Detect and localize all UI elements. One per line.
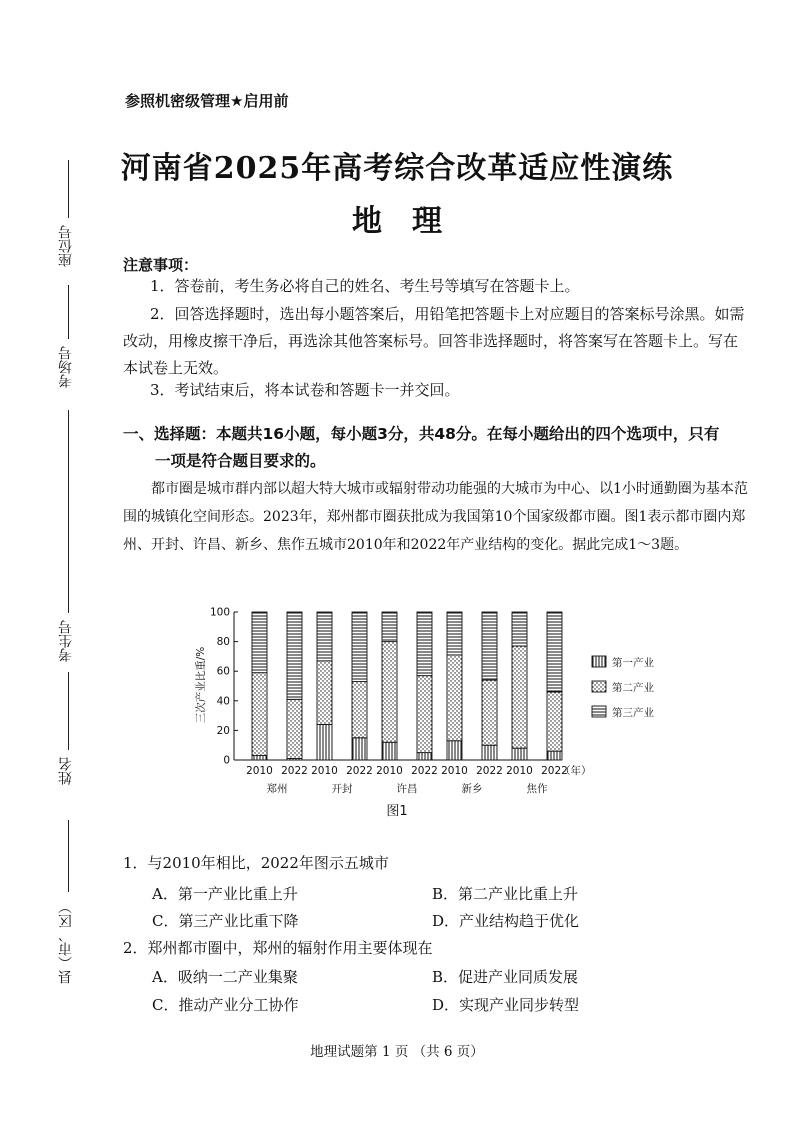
bar-segment bbox=[252, 673, 267, 756]
question-1-option-c: C．第三产业比重下降 bbox=[152, 912, 299, 930]
legend-swatch bbox=[592, 656, 606, 667]
bar-segment bbox=[382, 642, 397, 743]
legend-label: 第一产业 bbox=[612, 657, 654, 669]
bar-segment bbox=[317, 724, 332, 760]
candidate-number-label: 考生号 bbox=[58, 620, 74, 662]
y-tick-label: 100 bbox=[209, 606, 230, 619]
intro-paragraph: 都市圈是城市群内部以超大特大城市或辐射带动功能强的大城市为中心、以1小时通勤圈为基本范围的城镇化空间形态。2023年，郑州都市圈获批成为我国第10个国家级都市圈。图1表示都市圈内郑州、开封、许昌、新乡、焦作五城市2010年和2022年产业结构的变化。据此完成1～3题。 bbox=[123, 481, 748, 553]
bar-segment bbox=[252, 612, 267, 673]
bar-segment bbox=[382, 742, 397, 760]
bar-segment bbox=[547, 612, 562, 692]
bar-segment bbox=[512, 748, 527, 760]
exam-title: 河南省2025年高考综合改革适应性演练 bbox=[120, 151, 674, 186]
bar-segment bbox=[482, 745, 497, 760]
x-year-label: 2010 bbox=[506, 765, 533, 777]
legend-swatch bbox=[592, 681, 606, 692]
legend-label: 第二产业 bbox=[612, 682, 654, 694]
bar-segment bbox=[252, 756, 267, 760]
bar-segment bbox=[287, 612, 302, 699]
y-tick-label: 80 bbox=[216, 636, 230, 649]
y-tick-label: 60 bbox=[216, 665, 230, 678]
y-axis-label: 三次产业比重/% bbox=[195, 646, 207, 724]
legend-label: 第三产业 bbox=[612, 707, 654, 719]
bar-segment bbox=[447, 612, 462, 655]
district-line bbox=[68, 820, 69, 892]
section-heading bbox=[123, 421, 748, 475]
bar-segment bbox=[482, 612, 497, 680]
bar-segment bbox=[547, 692, 562, 751]
x-year-label: 2010 bbox=[441, 765, 468, 777]
notice-item-1: 1．答卷前，考生务必将自己的姓名、考生号等填写在答题卡上。 bbox=[150, 277, 580, 295]
x-year-label: 2022 bbox=[281, 765, 308, 777]
bar-segment bbox=[287, 699, 302, 758]
y-tick-label: 40 bbox=[216, 695, 230, 708]
bar-segment bbox=[352, 612, 367, 682]
bar-segment bbox=[382, 612, 397, 642]
legend-swatch bbox=[592, 706, 606, 717]
section-heading-line1: 一、选择题：本题共16小题，每小题3分，共48分。在每小题给出的四个选项中，只有 bbox=[123, 425, 720, 443]
x-year-label: 2022 bbox=[346, 765, 373, 777]
industry-structure-chart bbox=[190, 600, 670, 830]
bar-segment bbox=[547, 751, 562, 760]
x-city-label: 焦作 bbox=[526, 783, 548, 795]
x-city-label: 许昌 bbox=[396, 783, 418, 795]
name-label: 姓名 bbox=[58, 757, 74, 785]
bar-segment bbox=[447, 655, 462, 741]
question-1-stem: 1．与2010年相比，2022年图示五城市 bbox=[123, 854, 389, 872]
question-1-option-a: A．第一产业比重上升 bbox=[152, 885, 298, 903]
question-2-option-d: D．实现产业同步转型 bbox=[432, 996, 580, 1014]
bar-segment bbox=[417, 676, 432, 753]
x-city-label: 郑州 bbox=[266, 783, 288, 795]
name-line bbox=[68, 672, 69, 750]
page-footer: 地理试题第 1 页 （共 6 页） bbox=[310, 1044, 484, 1060]
y-tick-label: 20 bbox=[216, 724, 230, 737]
x-year-label: 2022 bbox=[476, 765, 503, 777]
section-heading-line2: 一项是符合题目要求的。 bbox=[155, 452, 326, 470]
subject-title: 地理 bbox=[352, 204, 472, 239]
question-2-stem: 2．郑州都市圈中，郑州的辐射作用主要体现在 bbox=[123, 939, 433, 957]
room-number-label: 考场号 bbox=[58, 346, 74, 388]
bar-segment bbox=[482, 680, 497, 745]
room-number-line bbox=[68, 285, 69, 339]
question-2-option-a: A．吸纳一二产业集聚 bbox=[152, 968, 298, 986]
bar-segment bbox=[417, 612, 432, 676]
notice-heading: 注意事项： bbox=[123, 256, 199, 274]
figure-caption: 图1 bbox=[386, 804, 408, 819]
district-label: 县（市、区） bbox=[58, 900, 74, 984]
x-unit-label: （年） bbox=[560, 765, 592, 777]
confidential-note: 参照机密级管理★启用前 bbox=[125, 92, 289, 110]
question-1-option-d: D．产业结构趋于优化 bbox=[432, 912, 580, 930]
x-city-label: 开封 bbox=[331, 783, 353, 795]
notice-item-2: 2．回答选择题时，选出每小题答案后，用铅笔把答题卡上对应题目的答案标号涂黑。如需改动，用橡皮擦干净后，再选涂其他答案标号。回答非选择题时，将答案写在答题卡上。写在本试卷上无效。 bbox=[123, 305, 745, 377]
question-1-option-b: B．第二产业比重上升 bbox=[432, 885, 579, 903]
bar-segment bbox=[512, 646, 527, 748]
x-year-label: 2010 bbox=[311, 765, 338, 777]
question-2-option-b: B．促进产业同质发展 bbox=[432, 968, 579, 986]
x-year-label: 2010 bbox=[376, 765, 403, 777]
bar-segment bbox=[317, 612, 332, 661]
bar-segment bbox=[352, 738, 367, 760]
x-year-label: 2022 bbox=[541, 765, 568, 777]
y-tick-label: 0 bbox=[223, 754, 230, 767]
notice-item-3: 3．考试结束后，将本试卷和答题卡一并交回。 bbox=[150, 381, 460, 399]
x-year-label: 2022 bbox=[411, 765, 438, 777]
seat-number-label: 座位号 bbox=[58, 225, 74, 267]
bar-segment bbox=[447, 741, 462, 760]
bar-segment bbox=[317, 661, 332, 725]
candidate-number-line bbox=[68, 410, 69, 613]
question-2-option-c: C．推动产业分工协作 bbox=[152, 996, 299, 1014]
bar-segment bbox=[352, 682, 367, 738]
bar-segment bbox=[417, 753, 432, 760]
x-city-label: 新乡 bbox=[461, 783, 483, 795]
bar-segment bbox=[512, 612, 527, 646]
x-year-label: 2010 bbox=[246, 765, 273, 777]
